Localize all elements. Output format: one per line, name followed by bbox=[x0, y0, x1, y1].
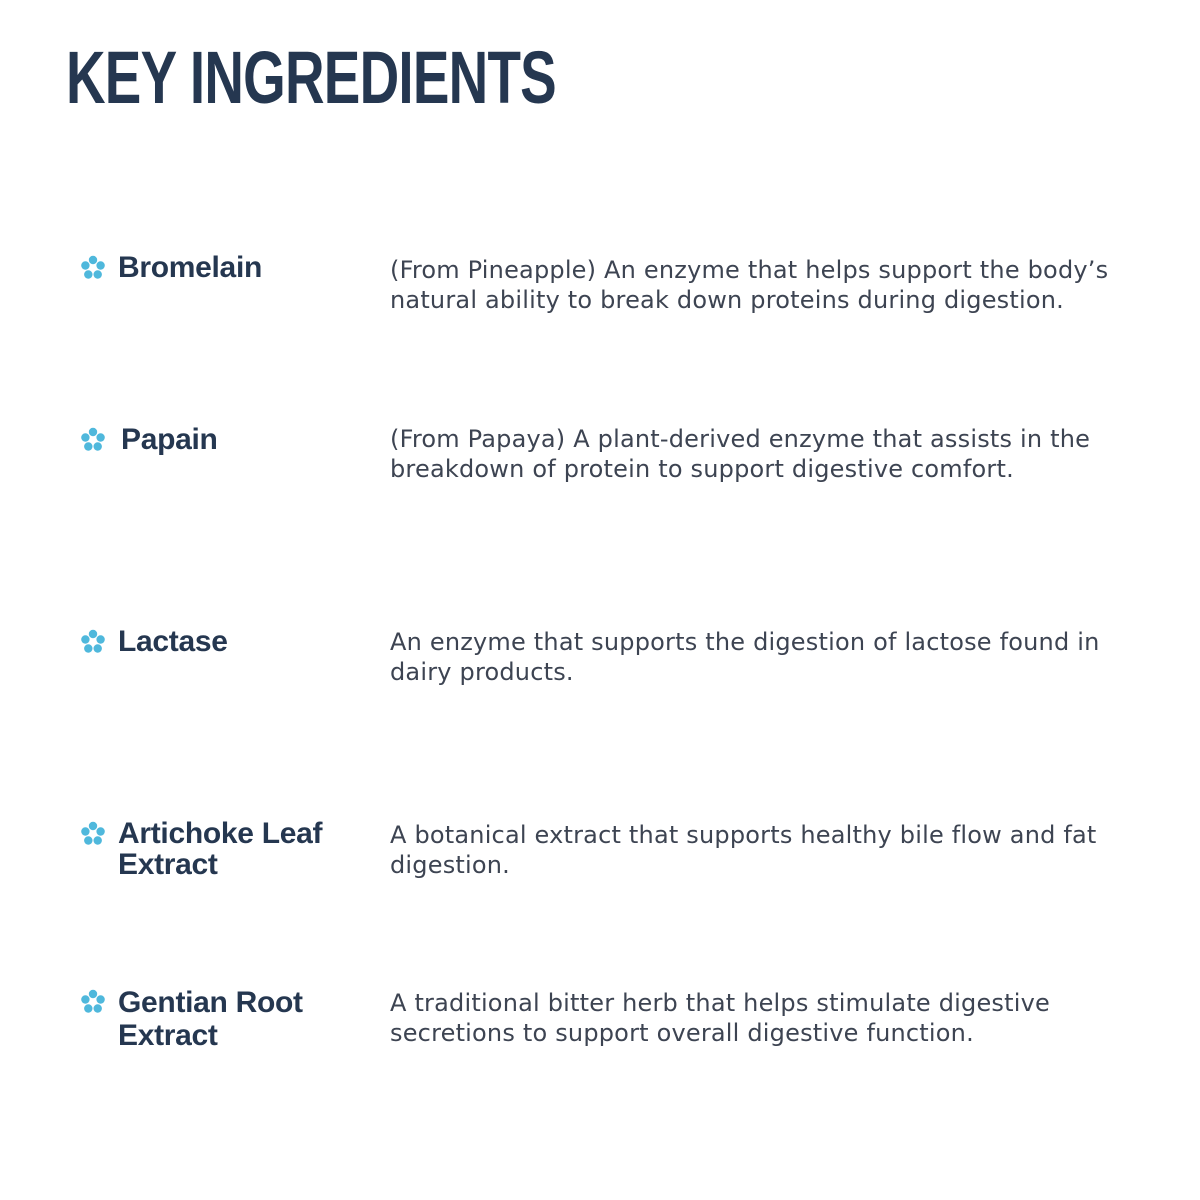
flower-icon bbox=[79, 988, 107, 1016]
ingredient-description: (From Papaya) A plant-derived enzyme that assists in the breakdown of protein to support digestive comfort. bbox=[390, 425, 1091, 483]
flower-icon bbox=[79, 254, 107, 282]
ingredient-name: Gentian Root Extract bbox=[118, 986, 303, 1052]
ingredient-description: A traditional bitter herb that helps stimulate digestive secretions to support overall digestive function. bbox=[390, 989, 1050, 1047]
ingredient-name: Artichoke Leaf Extract bbox=[118, 817, 323, 881]
ingredient-name: Lactase bbox=[118, 625, 228, 658]
flower-icon bbox=[79, 426, 107, 454]
ingredient-description: An enzyme that supports the digestion of lactose found in dairy products. bbox=[390, 628, 1100, 686]
flower-icon bbox=[79, 820, 107, 848]
page-title: KEY INGREDIENTS bbox=[66, 36, 556, 119]
ingredient-description: A botanical extract that supports healthy bile flow and fat digestion. bbox=[390, 821, 1097, 879]
ingredient-name: Bromelain bbox=[118, 251, 263, 284]
ingredient-name: Papain bbox=[121, 423, 218, 456]
ingredient-description: (From Pineapple) An enzyme that helps support the body’s natural ability to break down proteins during digestion. bbox=[390, 256, 1109, 314]
flower-icon bbox=[79, 628, 107, 656]
